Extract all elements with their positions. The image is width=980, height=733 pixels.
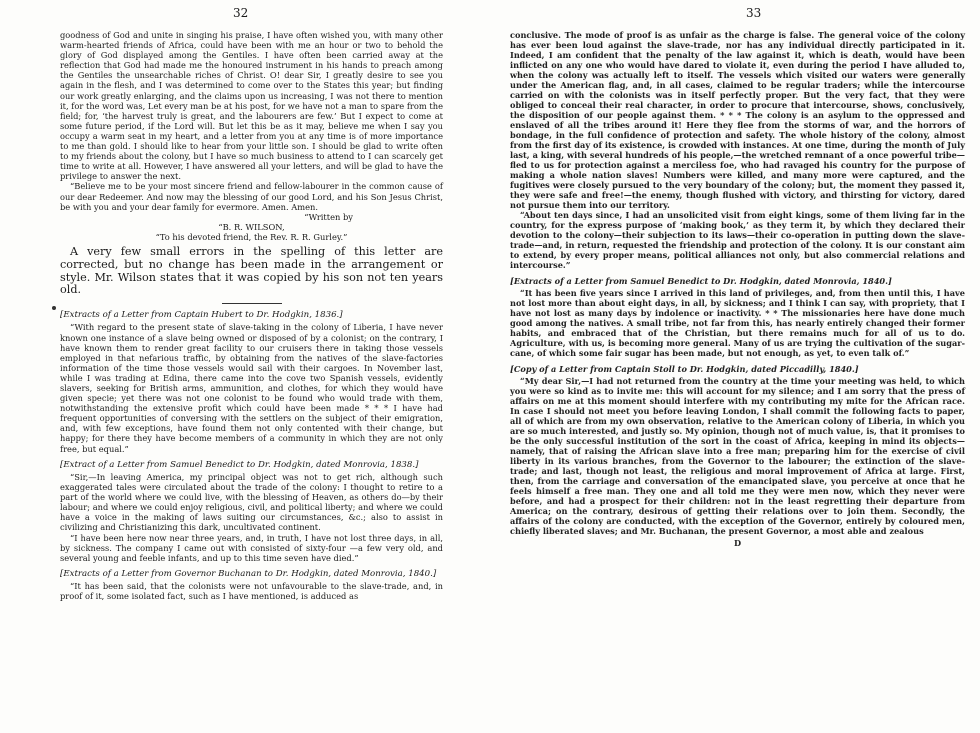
paragraph: “Believe me to be your most sincere friend and fellow-labourer in the common cause of our dear Redeemer. And now may the blessing of our good Lord, and his Son Jesus Christ, be with you and your dear family for evermore. Amen. Amen.: [60, 181, 443, 212]
left-page: [0, 0, 488, 733]
paragraph: “Sir,—In leaving America, my principal object was not to get rich, although such exaggerated tales were circulated about the trade of the colony: I thought to retire to a part of the world where we could live, with the blessing of Heaven, as others do—by their labour; and where we could enjoy religious, civil, and political liberty; and where we could have a voice in the making of laws suiting our circumstances, &c.; also to assist in civilizing and Christianizing this dark, uncultivated continent.: [60, 471, 443, 533]
section-heading: [Extracts of a Letter from Governor Buchanan to Dr. Hodgkin, dated Monrovia, 1840.]: [60, 568, 437, 579]
section-heading: [Extracts of a Letter from Samuel Benedict to Dr. Hodgkin, dated Monrovia, 1840.]: [510, 276, 892, 286]
left-column: [60, 30, 443, 601]
paragraph: goodness of God and unite in singing his praise, I have often wished you, with many other warm-hearted friends of Africa, could have been with me an hour or two to behold the glory of God displayed among the Gentiles. I have often been carried away at the reflection that God had made me the honoured instrument in his hands to preach among the Gentiles the unsearchable riches of Christ. O! dear Sir, I greatly desire to see you again in the flesh, and I was determined to come over to the States this year; but finding our work greatly enlarging, and the claims upon us increasing, I was not there to mention it, for the word was, Let every man be at his post, for we have not a man to spare from the field; for, ‘the harvest truly is great, and the labourers are few.’ But I expect to come at some future period, if the Lord will. But let this be as it may, believe me when I say you occupy a warm seat in my heart, and a letter from you at any time is of more importance to me than gold. I should like to hear from your little son. I should be glad to write often to my friends about the colony, but I have so much business to attend to I can scarcely get time to write at all. However, I have answered all your letters, and will be glad to have the privilege to answer the next.: [60, 30, 443, 182]
signature-mark: D: [733, 538, 742, 548]
paragraph: conclusive. The mode of proof is as unfair as the charge is false. The general voice of the colony has ever been loud against the slave-trade, nor has any individual directly participated in it. Indeed, I am confident that the penalty of the law against it, which is death, would have been inflicted on any one who would have dared to violate it, even during the period I have alluded to, when the colony was actually left to itself. The vessels which visited our waters were generally under the American flag, and, in all cases, claimed to be regular traders; while the intercourse carried on with the colonists was in itself perfectly proper. But the very fact, that they were obliged to conceal their real character, in order to procure that intercourse, shows, conclusively, the disposition of our people against them. * * * The colony is an asylum to the oppressed and enslaved of all the tribes around it! Here they flee from the storms of war, and the horrors of bondage, in the full confidence of protection and safety. The whole history of the colony, almost from the first day of its existence, is crowded with instances. At one time, during the month of July last, a king, with several hundreds of his people,—the wretched remnant of a once powerful tribe—fled to us for protection against a merciless foe, who had ravaged his country for the purpose of making a whole nation slaves! Numbers were killed, and many more were captured, and the fugitives were closely pursued to the very boundary of the colony; but, the moment they passed it, they were safe and free!—the enemy, though flushed with victory, and thirsting for victory, dared not pursue them into our territory.: [510, 30, 965, 210]
paragraph: “It has been five years since I arrived in this land of privileges, and, from then until this, I have not lost more than about eight days, in all, by sickness; and I think I can say, with propriety, that I have not lost as many days by indolence or inactivity. * * The missionaries here have done much good among the natives. A small tribe, not far from this, has nearly entirely changed their former habits, and embraced that of the Christian, but there remains much for all of us to do. Agriculture, with us, is becoming more general. Many of us are trying the cultivation of the sugar-cane, of which some fair sugar has been made, but not enough, as yet, to even talk of.”: [510, 288, 965, 358]
margin-mark: [52, 306, 56, 310]
editor-note: A very few small errors in the spelling of this letter are corrected, but no change has been made in the arrangement or style. Mr. Wilson states that it was copied by his son not ten years old.: [60, 244, 443, 297]
written-by: “Written by: [304, 211, 353, 222]
paragraph: “It has been said, that the colonists were not unfavourable to the slave-trade, and, in proof of it, some isolated fact, such as I have mentioned, is adduced as: [60, 581, 443, 602]
section-heading: [Copy of a Letter from Captain Stoll to Dr. Hodgkin, dated Piccadilly, 1840.]: [510, 364, 859, 374]
right-column: [510, 30, 965, 548]
section-heading: [Extract of a Letter from Samuel Benedict to Dr. Hodgkin, dated Monrovia, 1838.]: [60, 459, 419, 470]
paragraph: “I have been here now near three years, and, in truth, I have not lost three days, in all, by sickness. The company I came out with consisted of sixty-four —a few very old, and several young and feeble infants, and up to this time seven have died.”: [60, 532, 443, 563]
divider: [222, 303, 282, 304]
paragraph: “About ten days since, I had an unsolicited visit from eight kings, some of them living far in the country, for the express purpose of ‘making book,’ as they term it, by which they declared their devotion to the colony—their subjection to its laws—their co-operation in putting down the slave-trade—and, in return, requested the friendship and protection of the colony. It is our constant aim to extend, by every proper means, political alliances not only, but also commercial relations and intercourse.”: [510, 210, 965, 270]
signature: “B. R. WILSON,: [218, 221, 285, 232]
addressee-line: “To his devoted friend, the Rev. R. R. Gurley.”: [155, 231, 348, 242]
section-heading: [Extracts of a Letter from Captain Hubert to Dr. Hodgkin, 1836.]: [60, 310, 343, 321]
right-page: [488, 0, 980, 733]
paragraph: “With regard to the present state of slave-taking in the colony of Liberia, I have never known one instance of a slave being owned or disposed of by a colonist; on the contrary, I have known them to render great facility to our cruisers there in taking those vessels employed in that nefarious traffic, by obtaining from the natives of the slave-factories information of the time those vessels would sail with their cargoes. In November last, while I was trading at Edina, there came into the cove two Spanish vessels, evidently slavers, seeking for British arms, ammunition, and clothes, for which they would have given specie; yet there was not one colonist to be found who would trade with them, notwithstanding the extensive profit which could have been made * * * I have had frequent opportunities of conversing with the settlers on the subject of their emigration, and, with few exceptions, have found them not only contented with their change, but happy; for there they have become members of a community in which they are not only free, but equal.”: [60, 322, 443, 454]
paragraph: “My dear Sir,—I had not returned from the country at the time your meeting was held, to which you were so kind as to invite me: this will account for my silence; and I am sorry that the press of affairs on me at this moment should interfere with my contributing my mite for the African race. In case I should not meet you before leaving London, I shall commit the following facts to paper, all of which are from my own observation, relative to the American colony of Liberia, in which you are so much interested, and justly so. My opinion, though not of much value, is, that it promises to be the only successful institution of the sort in the coast of Africa, keeping in mind its objects—namely, that of raising the African slave into a free man; preparing him for the exercise of civil liberty in its various branches, from the Governor to the labourer; the extinction of the slave-trade; and last, though not least, the religious and moral improvement of Africa at large. First, then, from the carriage and conversation of the emancipated slave, you perceive at once that he feels himself a free man. They one and all told me they were men now, which they never were before, and had a prospect for their children: not in the least regretting their departure from America; on the contrary, desirous of getting their relations over to join them. Secondly, the affairs of the colony are conducted, with the exception of the Governor, entirely by coloured men, chiefly liberated slaves; and Mr. Buchanan, the present Governor, a most able and zealous: [510, 376, 965, 536]
page-number-left: 32: [233, 6, 249, 20]
page-number-right: 33: [746, 6, 762, 20]
